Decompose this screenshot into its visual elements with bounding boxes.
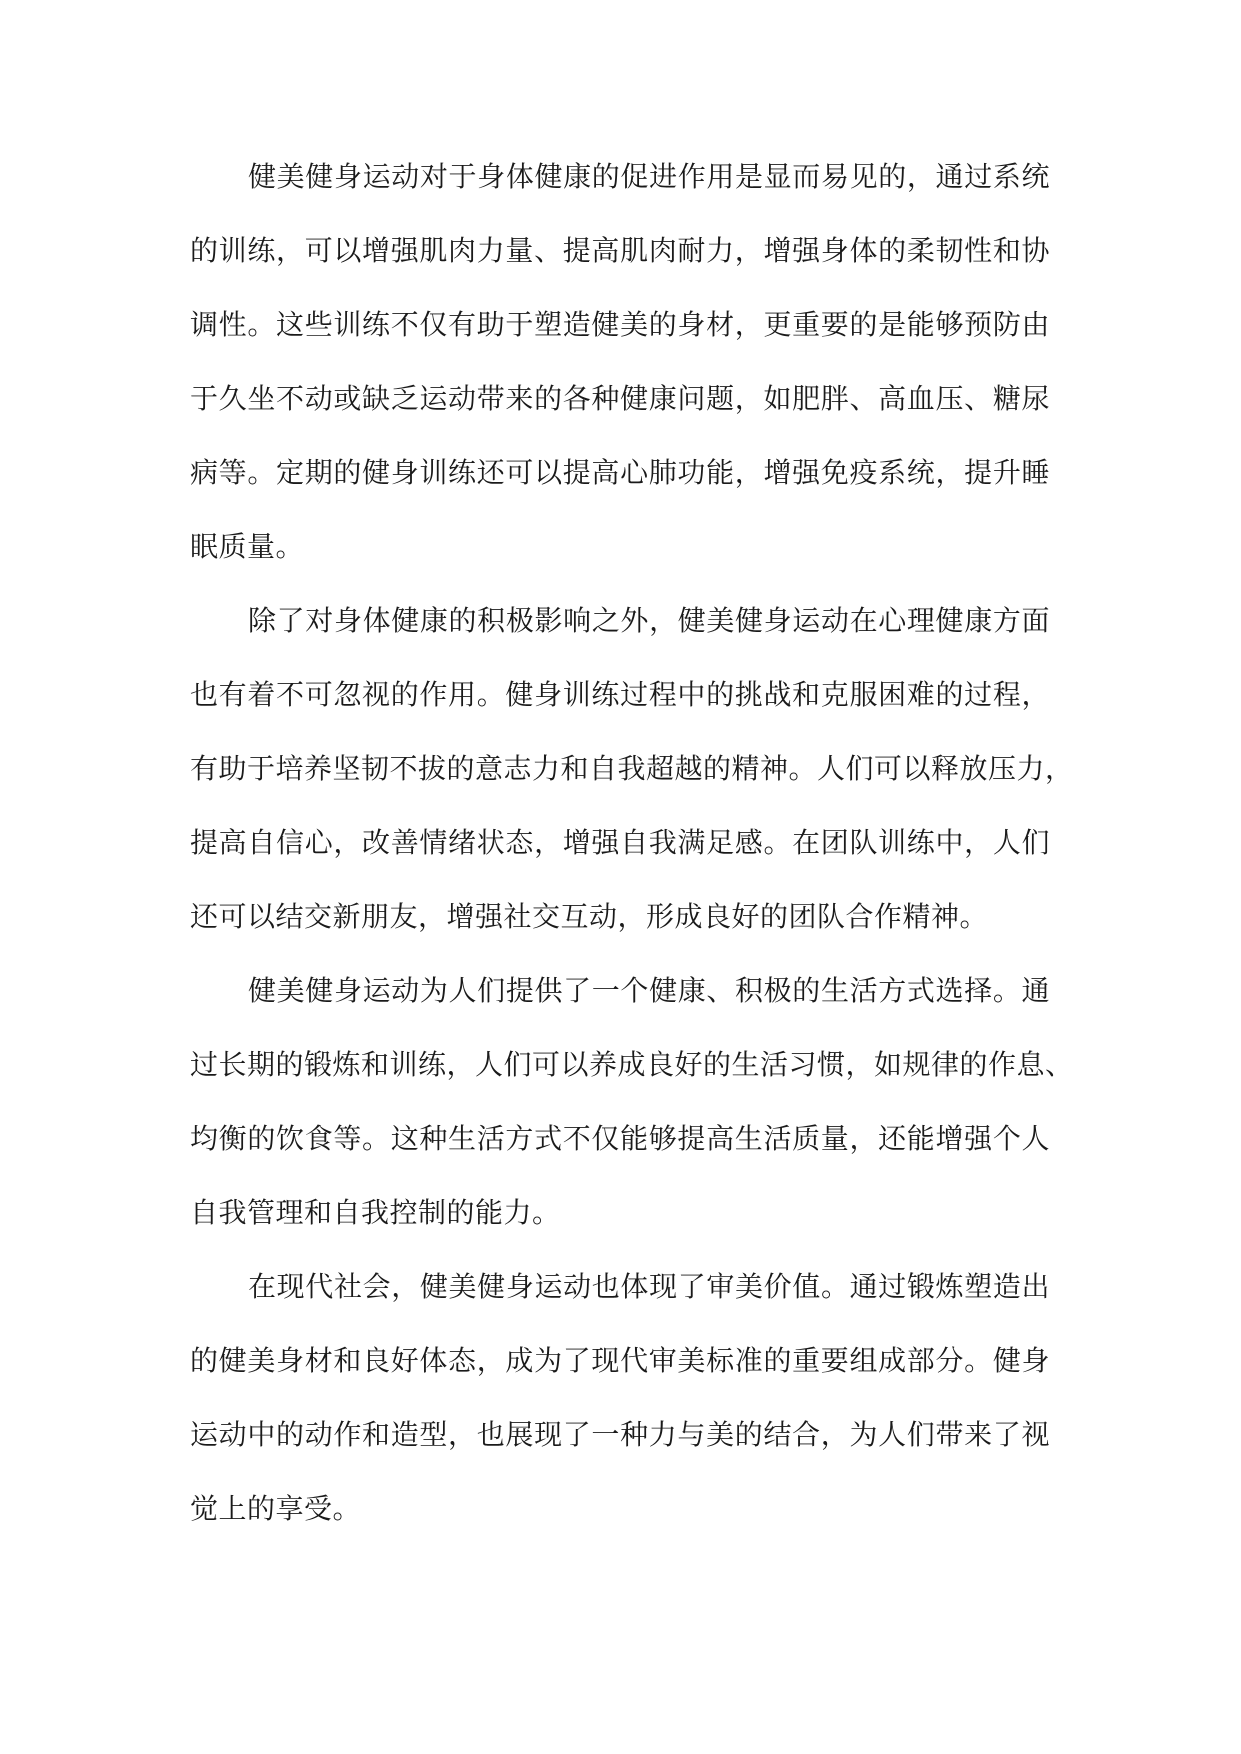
paragraph-3 xyxy=(190,954,1074,1250)
text-line: 运动中的动作和造型，也展现了一种力与美的结合，为人们带来了视 xyxy=(190,1418,1050,1451)
paragraph-1 xyxy=(190,140,1050,584)
text-line: 自我管理和自我控制的能力。 xyxy=(190,1196,561,1229)
text-line: 病等。定期的健身训练还可以提高心肺功能，增强免疫系统，提升睡 xyxy=(190,456,1050,489)
text-line: 也有着不可忽视的作用。健身训练过程中的挑战和克服困难的过程， xyxy=(190,678,1050,711)
text-line: 健美健身运动对于身体健康的促进作用是显而易见的，通过系统 xyxy=(248,160,1050,193)
text-line: 调性。这些训练不仅有助于塑造健美的身材，更重要的是能够预防由 xyxy=(190,308,1050,341)
text-line: 除了对身体健康的积极影响之外，健美健身运动在心理健康方面 xyxy=(248,604,1050,637)
text-line: 健美健身运动为人们提供了一个健康、积极的生活方式选择。通 xyxy=(248,974,1050,1007)
text-line: 的训练，可以增强肌肉力量、提高肌肉耐力，增强身体的柔韧性和协 xyxy=(190,234,1050,267)
text-line: 于久坐不动或缺乏运动带来的各种健康问题，如肥胖、高血压、糖尿 xyxy=(190,382,1050,415)
text-line: 在现代社会，健美健身运动也体现了审美价值。通过锻炼塑造出 xyxy=(248,1270,1050,1303)
text-line: 眠质量。 xyxy=(190,530,305,563)
text-line: 均衡的饮食等。这种生活方式不仅能够提高生活质量，还能增强个人 xyxy=(190,1122,1050,1155)
document-body xyxy=(190,140,1074,1546)
paragraph-4 xyxy=(190,1250,1050,1546)
text-line: 的健美身材和良好体态，成为了现代审美标准的重要组成部分。健身 xyxy=(190,1344,1050,1377)
text-line: 有助于培养坚韧不拔的意志力和自我超越的精神。人们可以释放压力， xyxy=(190,752,1074,785)
text-line: 过长期的锻炼和训练，人们可以养成良好的生活习惯，如规律的作息、 xyxy=(190,1048,1074,1081)
paragraph-2 xyxy=(190,584,1074,954)
text-line: 提高自信心，改善情绪状态，增强自我满足感。在团队训练中，人们 xyxy=(190,826,1050,859)
text-line: 还可以结交新朋友，增强社交互动，形成良好的团队合作精神。 xyxy=(190,900,989,933)
text-line: 觉上的享受。 xyxy=(190,1492,362,1525)
